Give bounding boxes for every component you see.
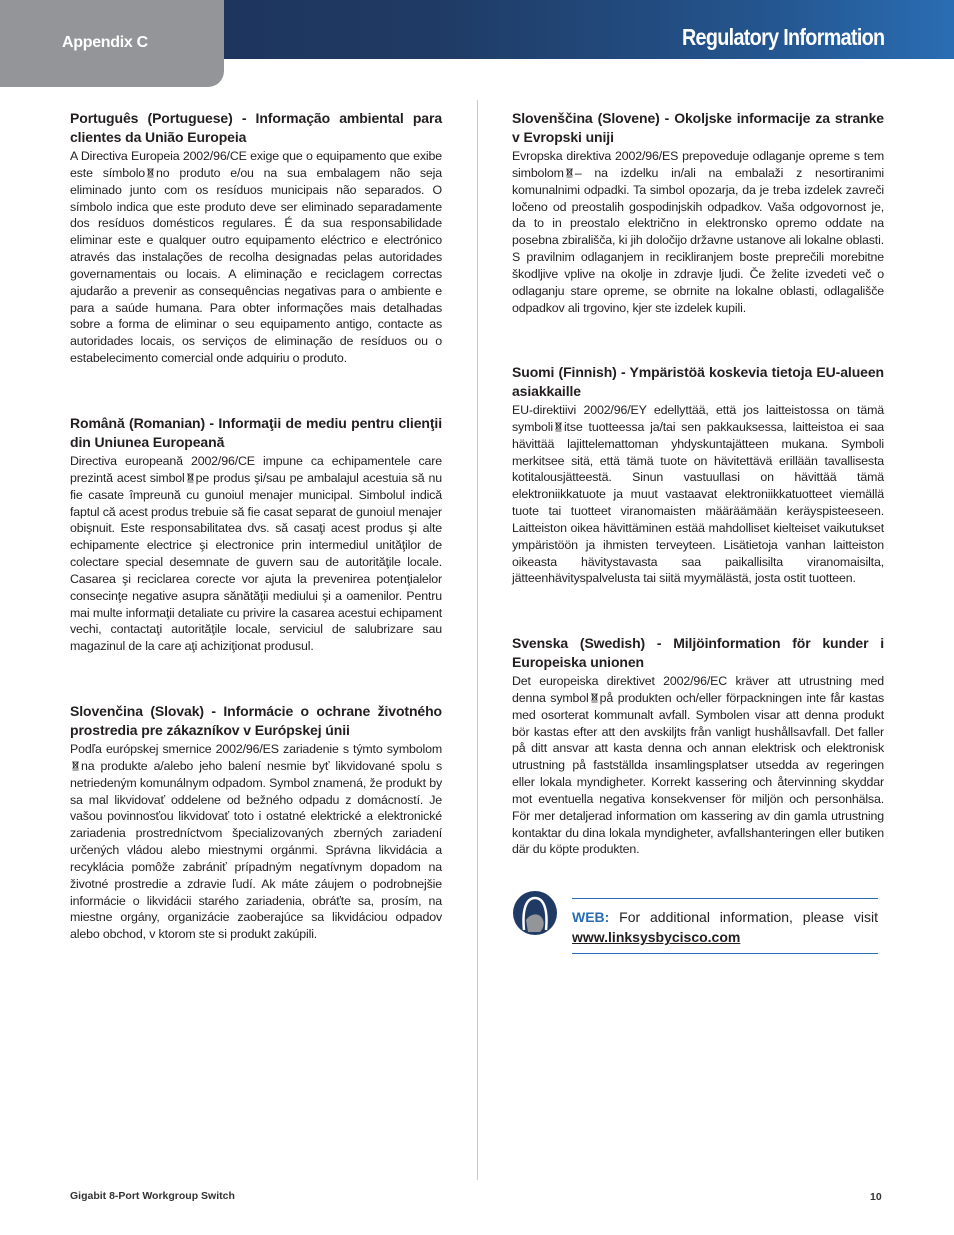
weee-bin-icon — [187, 473, 194, 483]
section-heading: Română (Romanian) - Informaţii de mediu pentru clienţii din Uniunea Europeană — [70, 415, 442, 450]
section-body: A Directiva Europeia 2002/96/CE exige que o equipamento que exibe este símbolo no produto e/ou na sua embalagem não seja eliminado junto com os resíduos municipais não separados. O símbolo indica que este produto deve ser eliminado separadamente dos resíduos domésticos regulares. É da sua responsabilidade eliminar este e qualquer outro equipamento eléctrico e electrónico através das instalações de recolha designadas pelas autoridades governamentais ou locais. A eliminação e reciclagem correctas ajudarão a prevenir as consequências negativas para o ambiente e para a saúde humana. Para obter informações mais detalhadas sobre a forma de eliminar o seu equipamento antigo, contacte as autoridades locais, os serviços de eliminação de resíduos ou o estabelecimento comercial onde adquiriu o produto. — [70, 149, 442, 366]
website-link[interactable]: www.linksysbycisco.com — [572, 929, 741, 945]
section-body: EU-direktiivi 2002/96/EY edellyttää, että jos laitteistossa on tämä symboli itse tuotteessa ja/tai sen pakkauksessa, laitteistoa ei saa hävittää lajittelemattoman yhdyskuntajätteen mukana. Symboli merkitsee sitä, että tämä tuote on hävitettävä erillään tavallisesta kotitalousjätteestä. Sinun vastuullasi on hävittää tämä elektroniikkatuote ja muut vastaavat elektroniikkatuotteet viemällä tuote tai tuotteet viranomaisten määräämään keräyspisteeseen. Laitteiston oikea hävittäminen estää mahdolliset kielteiset vaikutukset ympäristöön ja ihmisten terveyteen. Lisätietoja vanhan laitteiston oikeasta hävitystavasta saa paikallisilta viranomaisilta, jätteenhävityspalvelusta tai siitä myymälästä, josta ostit tuotteen. — [512, 403, 884, 586]
section-romanian — [70, 414, 442, 655]
weee-bin-icon — [72, 761, 79, 771]
section-heading: Slovenščina (Slovene) - Okoljske informacije za stranke v Evropski uniji — [512, 110, 884, 145]
section-body: Podľa európskej smernice 2002/96/ES zariadenie s týmto symbolomna produkte a/alebo jeho balení nesmie byť likvidované spolu s netriedeným komunálnym odpadom. Symbol znamená, že produkt by sa mal likvidovať oddelene od bežného odpadu z domácností. Je vašou povinnosťou likvidovať toto i ostatné elektrické a elektronické zariadenia prostredníctvom špecializovaných zberných zariadení určených vládou alebo miestnymi orgánmi. Správna likvidácia a recyklácia pomôže zabrániť prípadným negatívnym dopadom na životné prostredie a zdravie ľudí. Ak máte záujem o podrobnejšie informácie o likvidácii starého zariadenia, obráťte sa, prosím, na miestne orgány, organizácie zaoberajúce sa likvidáciou odpadov alebo obchod, v ktorom ste si produkt zakúpili. — [70, 742, 442, 942]
section-body: Evropska direktiva 2002/96/ES prepoveduje odlaganje opreme s tem simbolom – na izdelku in/ali na embalaži z nesortiranimi komunalnimi odpadki. Ta simbol opozarja, da je treba izdelek zavreči ločeno od preostalih gospodinjskih odpadkov. Vaša odgovornost je, da to in preostalo električno in elektronsko opremo oddate na posebna zbirališča, ki jih določijo državne ustanove ali lokalne oblasti. S pravilnim odlaganjem in recikliranjem boste preprečili morebitne škodljive vplive na okolje in zdravje ljudi. Če želite izvedeti več o odlaganju stare opreme, se obrnite na lokalne oblasti, odlagališče odpadkov ali trgovino, kjer ste izdelek kupili. — [512, 149, 884, 315]
section-slovene — [512, 109, 884, 316]
section-heading: Português (Portuguese) - Informação ambiental para clientes da União Europeia — [70, 110, 442, 145]
section-body: Det europeiska direktivet 2002/96/EC kräver att utrustning med denna symbol på produkten och/eller förpackningen inte får kastas med osorterat kommunalt avfall. Symbolen visar att denna produkt bör kastas efter att den avskiljts från vanligt hushållsavfall. Det faller på ditt ansvar att kasta denna och annan elektrisk och elektronisk utrustning på fastställda insamlingsplatser utsedda av regeringen eller lokala myndigheter. Korrekt kassering och återvinning skyddar mot eventuella negativa konsekvenser för miljön och personhälsa. För mer detaljerad information om kassering av din gamla utrustning kontaktar du dina lokala myndigheter, avfallshanteringen eller butiken där du köpte produkten. — [512, 674, 884, 857]
page-title: Regulatory Information — [681, 24, 884, 50]
column-divider — [477, 100, 478, 1180]
web-label: WEB: — [572, 909, 610, 925]
section-body: Directiva europeană 2002/96/CE impune ca echipamentele care prezintă acest simbol pe produs şi/sau pe ambalajul acestuia să nu fie casate împreună cu gunoiul menajer municipal. Simbolul indică faptul că acest produs trebuie să fie casat separat de gunoiul menajer obişnuit. Este responsabilitatea dvs. să casaţi acest produs şi alte echipamente electrice şi electronice prin intermediul unităţilor de colectare special desemnate de guvern sau de autorităţile locale. Casarea şi reciclarea corecte vor ajuta la prevenirea potenţialelor consecinţe negative asupra sănătăţii mediului şi a oamenilor. Pentru mai multe informaţii detaliate cu privire la casarea acestui echipament vechi, contactaţi autorităţile locale, serviciul de salubrizare sau magazinul de la care aţi achiziţionat produsul. — [70, 454, 442, 654]
web-globe-icon — [512, 890, 558, 936]
section-heading: Svenska (Swedish) - Miljöinformation för kunder i Europeiska unionen — [512, 635, 884, 670]
section-portuguese — [70, 109, 442, 367]
appendix-label: Appendix C — [62, 34, 148, 51]
section-heading: Suomi (Finnish) - Ympäristöä koskevia tietoja EU-alueen asiakkaille — [512, 364, 884, 399]
section-heading: Slovenčina (Slovak) - Informácie o ochrane životného prostredia pre zákazníkov v Európskej únii — [70, 703, 442, 738]
appendix-tab — [0, 0, 224, 87]
weee-bin-icon — [555, 422, 562, 432]
weee-bin-icon — [566, 168, 573, 178]
section-swedish — [512, 634, 884, 858]
footer-page-number: 10 — [870, 1191, 882, 1203]
footer-product-name: Gigabit 8-Port Workgroup Switch — [70, 1190, 235, 1202]
web-text: For additional information, please visit — [619, 909, 878, 925]
weee-bin-icon — [147, 168, 154, 178]
section-slovak — [70, 702, 442, 943]
web-info-box — [572, 898, 878, 954]
weee-bin-icon — [591, 693, 598, 703]
web-callout — [512, 890, 884, 958]
section-finnish — [512, 363, 884, 587]
